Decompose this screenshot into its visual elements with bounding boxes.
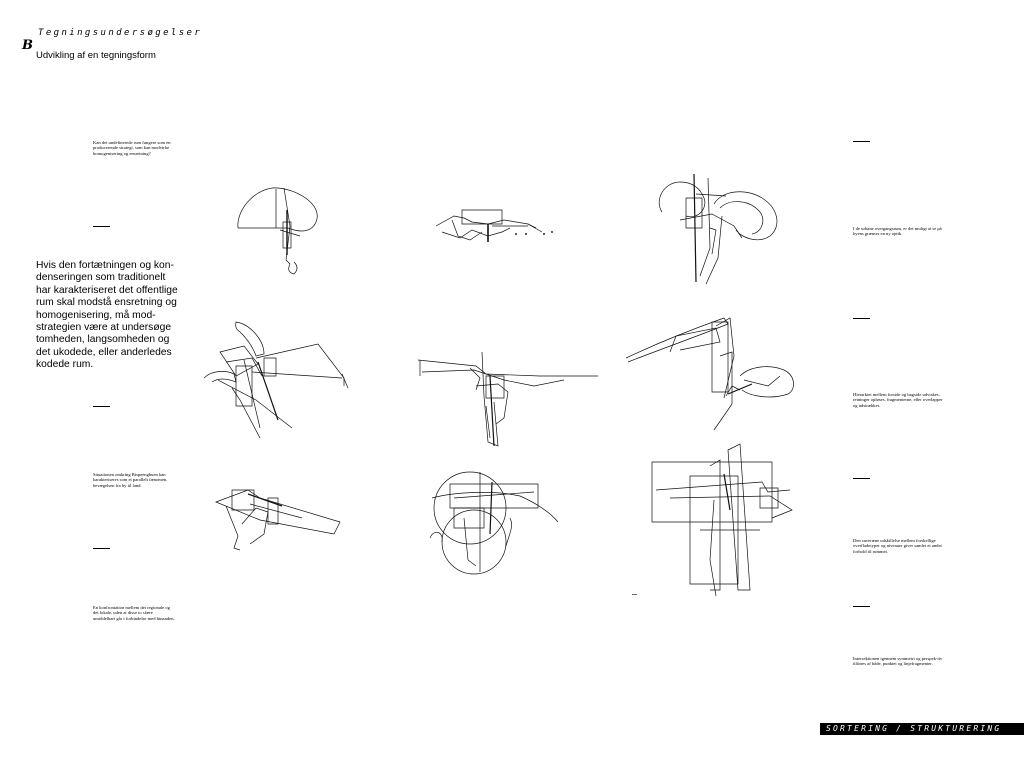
divider-rule — [853, 478, 870, 479]
divider-rule — [93, 406, 110, 407]
right-note-1: I de urbane overgangsrum, er det muligt at se på byens grænser en ny optik. — [853, 226, 942, 237]
left-note-2: Situationen omkring Bispeengbuen kan karakteriseres som et parallelt fænomen, bevægelsen fra by til land. — [93, 472, 168, 488]
line-drawing-r3c3 — [650, 440, 795, 598]
divider-rule — [853, 606, 870, 607]
divider-rule — [853, 318, 870, 319]
line-drawing-r2c3 — [620, 306, 802, 436]
line-drawing-r3c2 — [424, 462, 564, 580]
left-note-1: Kan det undefinerede rum fungere som en producerende strategi, som kan modvirke homogenisering og ensretning? — [93, 140, 171, 156]
line-drawing-r1c2 — [432, 202, 562, 252]
right-note-4: Intersektionen igennem symmetri og perspek-tiv tilføres af både, punktet og linjefragmenter. — [853, 656, 943, 667]
line-drawing-r2c2 — [414, 346, 600, 450]
lead-paragraph: Hvis den fortætningen og kon-denseringen som traditionelt har karakteriseret det offentlige rum skal modstå ensretning og homogenisering, må mod-strategien være at undersøge tomheden, langsomheden og det ukodede, eller anderledes kodede rum. — [36, 260, 178, 371]
line-drawing-r2c1 — [196, 318, 356, 440]
section-letter: B — [22, 38, 33, 53]
line-drawing-r3c1 — [212, 484, 344, 554]
small-mark — [632, 594, 637, 595]
line-drawing-r1c3 — [650, 168, 790, 288]
right-note-2: Hierarkiet mellem forside og bagside udviskes, retninger opløses, fragmenterne, eller overlapper og udstrækker. — [853, 392, 943, 408]
footer-label: SORTERING / STRUKTURERING — [826, 724, 1002, 733]
divider-rule — [93, 548, 110, 549]
line-drawing-r1c1 — [228, 180, 328, 280]
divider-rule — [853, 141, 870, 142]
page-title: Tegningsundersøgelser — [38, 28, 203, 38]
page-subtitle: Udvikling af en tegningsform — [36, 50, 156, 61]
left-note-3: En konfrontation mellem det regionale og det lokale, uden at disse to sfære umiddelbart går i forbindelse med hinanden. — [93, 605, 175, 621]
right-note-3: Den suveræne udskillelse mellem forskellige overfladetyper og niveauer giver samlet et andet forhold til rummet. — [853, 538, 942, 554]
divider-rule — [93, 226, 110, 227]
